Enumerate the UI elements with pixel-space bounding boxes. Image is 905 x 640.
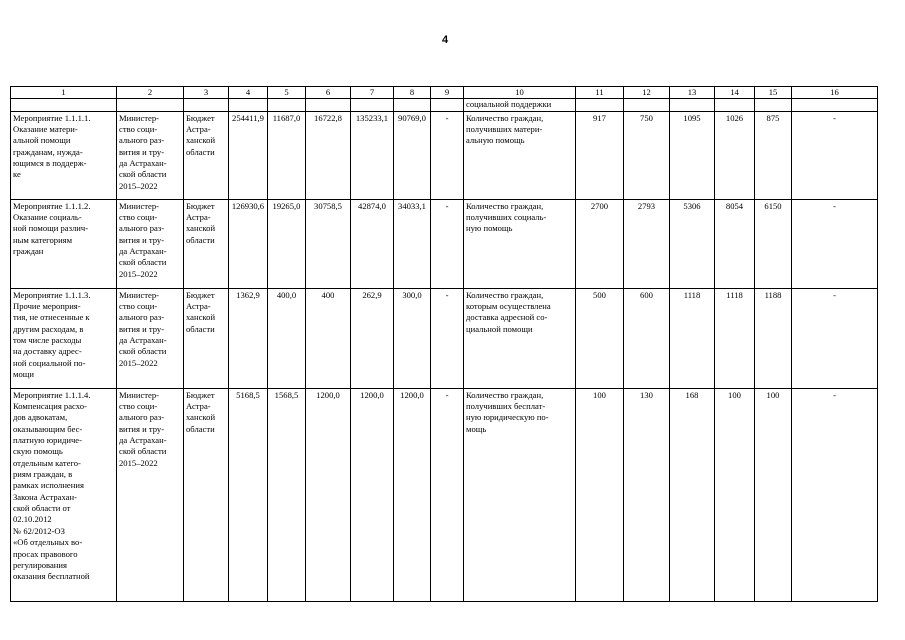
measure-name: Мероприятие 1.1.1.1. Оказание матери- альной помощи гражданам, нужда- ющимся в поддерж- ке: [11, 111, 117, 199]
funding-value: 1200,0: [351, 388, 394, 601]
funding-source: Бюджет Астра- ханской области: [184, 111, 229, 199]
indicator-value: -: [792, 288, 878, 388]
table-row: [11, 111, 878, 199]
column-number: 14: [715, 87, 755, 99]
table-cell: [755, 99, 792, 111]
funding-value: 42874,0: [351, 199, 394, 288]
funding-value: -: [431, 199, 464, 288]
funding-value: 1200,0: [306, 388, 351, 601]
indicator-value: 168: [670, 388, 715, 601]
page-number: 4: [441, 34, 449, 46]
indicator-value: 6150: [755, 199, 792, 288]
column-number: 8: [394, 87, 431, 99]
table-cell: [11, 99, 117, 111]
column-number: 6: [306, 87, 351, 99]
column-number: 12: [624, 87, 670, 99]
indicator-value: 750: [624, 111, 670, 199]
indicator-name: Количество граждан, получивших матери- альную помощь: [464, 111, 576, 199]
table-cell: [715, 99, 755, 111]
measure-name: Мероприятие 1.1.1.2. Оказание социаль- ной помощи различ- ным категориям граждан: [11, 199, 117, 288]
column-number: 13: [670, 87, 715, 99]
table-row: [11, 199, 878, 288]
table-cell: [431, 99, 464, 111]
indicator-name: Количество граждан, которым осуществлена доставка адресной со- циальной помощи: [464, 288, 576, 388]
indicator-name: Количество граждан, получивших бесплат- ную юридическую по- мощь: [464, 388, 576, 601]
funding-value: 400,0: [268, 288, 306, 388]
measure-name: Мероприятие 1.1.1.4. Компенсация расхо- дов адвокатам, оказывающим бес- платную юридиче- скую помощь отдельным катего- риям граждан, в рамках исполнения Закона Астрахан- ской области от 02.10.2012 № 62/2012-ОЗ «Об отдельных во- просах правового регулирования оказания бесплатной: [11, 388, 117, 601]
table-cell: [670, 99, 715, 111]
table-cell: [394, 99, 431, 111]
funding-total: 1362,9: [229, 288, 268, 388]
table-cell: [229, 99, 268, 111]
indicator-value: 917: [576, 111, 624, 199]
table-cell: [268, 99, 306, 111]
indicator-value: 5306: [670, 199, 715, 288]
column-number: 9: [431, 87, 464, 99]
continued-indicator-text: социальной поддержки: [464, 99, 576, 111]
funding-value: 19265,0: [268, 199, 306, 288]
funding-value: 30758,5: [306, 199, 351, 288]
funding-total: 5168,5: [229, 388, 268, 601]
table-cell: [306, 99, 351, 111]
table-row: [11, 388, 878, 601]
funding-value: 1200,0: [394, 388, 431, 601]
indicator-value: 1188: [755, 288, 792, 388]
table-cell: [351, 99, 394, 111]
funding-value: 34033,1: [394, 199, 431, 288]
executor: Министер- ство соци- ального раз- вития и тру- да Астрахан- ской области 2015–2022: [117, 388, 184, 601]
column-number: 16: [792, 87, 878, 99]
funding-value: 90769,0: [394, 111, 431, 199]
table-cell: [624, 99, 670, 111]
indicator-value: -: [792, 199, 878, 288]
column-number: 10: [464, 87, 576, 99]
funding-total: 254411,9: [229, 111, 268, 199]
indicator-value: 600: [624, 288, 670, 388]
funding-value: 1568,5: [268, 388, 306, 601]
executor: Министер- ство соци- ального раз- вития и тру- да Астрахан- ской области 2015–2022: [117, 111, 184, 199]
measure-name: Мероприятие 1.1.1.3. Прочие мероприя- тия, не отнесенные к другим расходам, в том числе расходы на доставку адрес- ной социальной по- мощи: [11, 288, 117, 388]
indicator-value: 8054: [715, 199, 755, 288]
column-number: 5: [268, 87, 306, 99]
table-cell: [792, 99, 878, 111]
indicator-value: 875: [755, 111, 792, 199]
funding-value: -: [431, 288, 464, 388]
funding-source: Бюджет Астра- ханской области: [184, 388, 229, 601]
indicator-value: 2700: [576, 199, 624, 288]
column-number: 4: [229, 87, 268, 99]
column-number: 3: [184, 87, 229, 99]
executor: Министер- ство соци- ального раз- вития и тру- да Астрахан- ской области 2015–2022: [117, 199, 184, 288]
funding-source: Бюджет Астра- ханской области: [184, 288, 229, 388]
table-cell: [184, 99, 229, 111]
indicator-value: 500: [576, 288, 624, 388]
column-number: 1: [11, 87, 117, 99]
indicator-value: 100: [755, 388, 792, 601]
column-number: 7: [351, 87, 394, 99]
funding-value: -: [431, 388, 464, 601]
table-cell: [117, 99, 184, 111]
funding-source: Бюджет Астра- ханской области: [184, 199, 229, 288]
column-number: 11: [576, 87, 624, 99]
funding-value: 300,0: [394, 288, 431, 388]
funding-value: 135233,1: [351, 111, 394, 199]
funding-value: 16722,8: [306, 111, 351, 199]
funding-total: 126930,6: [229, 199, 268, 288]
funding-value: 11687,0: [268, 111, 306, 199]
indicator-value: 1118: [670, 288, 715, 388]
indicator-value: -: [792, 388, 878, 601]
indicator-value: 1095: [670, 111, 715, 199]
indicator-value: 100: [715, 388, 755, 601]
column-number-row: [11, 87, 878, 99]
table-cell: [576, 99, 624, 111]
indicator-value: -: [792, 111, 878, 199]
funding-value: 262,9: [351, 288, 394, 388]
executor: Министер- ство соци- ального раз- вития и тру- да Астрахан- ской области 2015–2022: [117, 288, 184, 388]
funding-value: 400: [306, 288, 351, 388]
indicator-value: 1118: [715, 288, 755, 388]
indicator-value: 2793: [624, 199, 670, 288]
column-number: 15: [755, 87, 792, 99]
funding-value: -: [431, 111, 464, 199]
program-measures-table: [10, 86, 878, 602]
indicator-value: 100: [576, 388, 624, 601]
indicator-name: Количество граждан, получивших социаль- ную помощь: [464, 199, 576, 288]
continuation-row: [11, 99, 878, 111]
indicator-value: 130: [624, 388, 670, 601]
table-row: [11, 288, 878, 388]
column-number: 2: [117, 87, 184, 99]
indicator-value: 1026: [715, 111, 755, 199]
